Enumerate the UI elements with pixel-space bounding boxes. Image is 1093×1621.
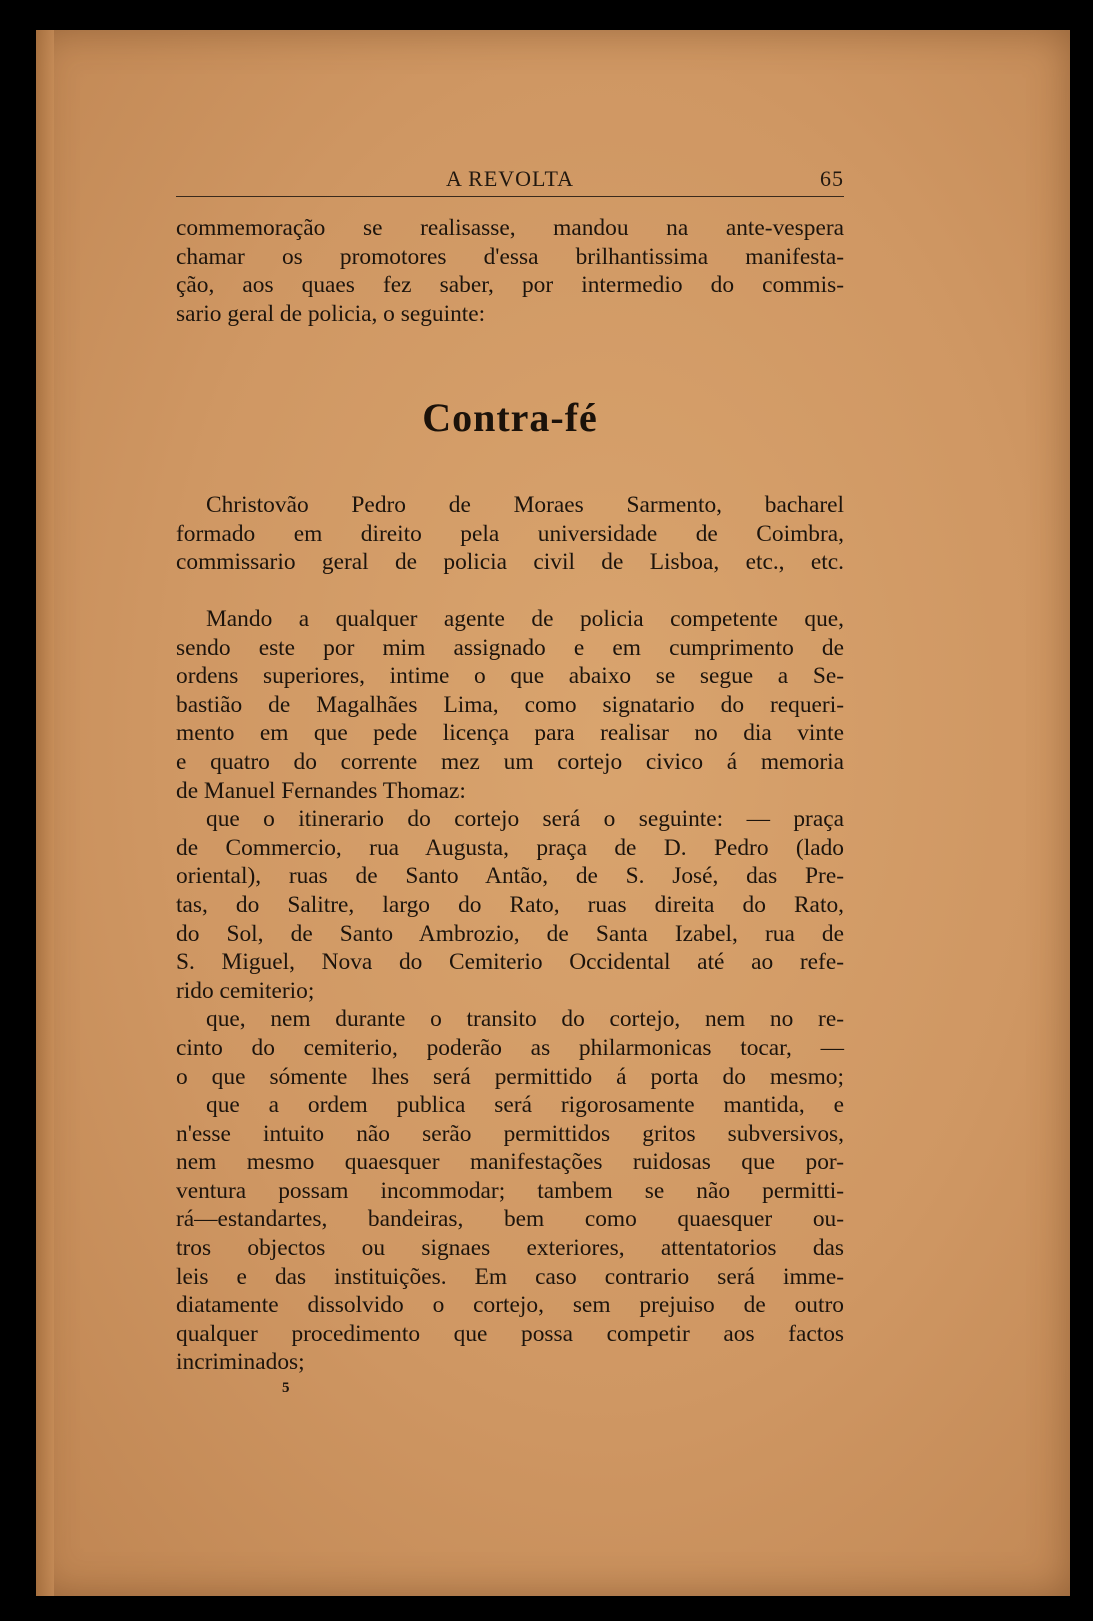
text-line: S. Miguel, Nova do Cemiterio Occidental até ao refe- (176, 949, 844, 976)
text-line: n'esse intuito não serão permittidos gritos subversivos, (176, 1120, 844, 1147)
section-heading: Contra-fé (422, 395, 598, 440)
text-line: commemoração se realisasse, mandou na ante-vespera (176, 215, 844, 241)
text-line: do Sol, de Santo Ambrozio, de Santa Izabel, rua de (176, 920, 844, 947)
text-line: Mando a qualquer agente de policia competente que, (206, 606, 844, 632)
signature-mark: 5 (282, 1380, 290, 1396)
text-line: diatamente dissolvido o cortejo, sem prejuiso de outro (176, 1292, 844, 1319)
text-line: de Manuel Fernandes Thomaz: (176, 777, 466, 804)
text-line: nem mesmo quaesquer manifestações ruidosas que por- (176, 1149, 844, 1176)
page-number: 65 (820, 166, 844, 191)
text-line: ventura possam incommodar; tambem se não permitti- (176, 1177, 844, 1204)
text-line: formado em direito pela universidade de Coimbra, (176, 520, 844, 547)
text-line: rido cemiterio; (176, 977, 315, 1004)
text-line: incriminados; (176, 1349, 305, 1376)
text-line: que a ordem publica será rigorosamente mantida, e (206, 1092, 844, 1119)
text-line: leis e das instituições. Em caso contrario será imme- (176, 1263, 844, 1290)
text-line: ção, aos quaes fez saber, por intermedio do commis- (176, 272, 844, 299)
text-line: que o itinerario do cortejo será o seguinte: — praça (206, 806, 844, 833)
text-line: e quatro do corrente mez um cortejo civico á memoria (176, 748, 844, 775)
text-line: oriental), ruas de Santo Antão, de S. José, das Pre- (176, 863, 844, 890)
text-line: chamar os promotores d'essa brilhantissima manifesta- (176, 243, 844, 270)
text-line: tas, do Salitre, largo do Rato, ruas direita do Rato, (176, 891, 844, 918)
text-line: ordens superiores, intime o que abaixo se segue a Se- (176, 663, 844, 690)
text-line: qualquer procedimento que possa competir aos factos (176, 1320, 844, 1347)
running-header (176, 162, 844, 197)
text-line: Christovão Pedro de Moraes Sarmento, bacharel (206, 492, 844, 518)
text-line: sendo este por mim assignado e em cumprimento de (176, 634, 844, 661)
text-line: de Commercio, rua Augusta, praça de D. Pedro (lado (176, 834, 844, 861)
text-line: mento em que pede licença para realisar no dia vinte (176, 720, 844, 747)
text-line: cinto do cemiterio, poderão as philarmonicas tocar, — (176, 1034, 844, 1061)
paragraph-official (176, 491, 844, 577)
text-line: rá—estandartes, bandeiras, bem como quaesquer ou- (176, 1206, 844, 1233)
text-line: sario geral de policia, o seguinte: (176, 300, 486, 327)
text-line: tros objectos ou signaes exteriores, attentatorios das (176, 1235, 844, 1262)
text-line: bastião de Magalhães Lima, como signatario do requeri- (176, 691, 844, 718)
paragraph-intro (176, 214, 844, 328)
text-line: commissario geral de policia civil de Lisboa, etc., etc. (176, 549, 844, 576)
running-title: A REVOLTA (445, 166, 575, 191)
paragraph-order (176, 605, 844, 1377)
text-line: que, nem durante o transito do cortejo, nem no re- (206, 1006, 844, 1033)
text-line: o que sómente lhes será permittido á porta do mesmo; (176, 1063, 844, 1090)
page-edge (36, 30, 54, 1596)
